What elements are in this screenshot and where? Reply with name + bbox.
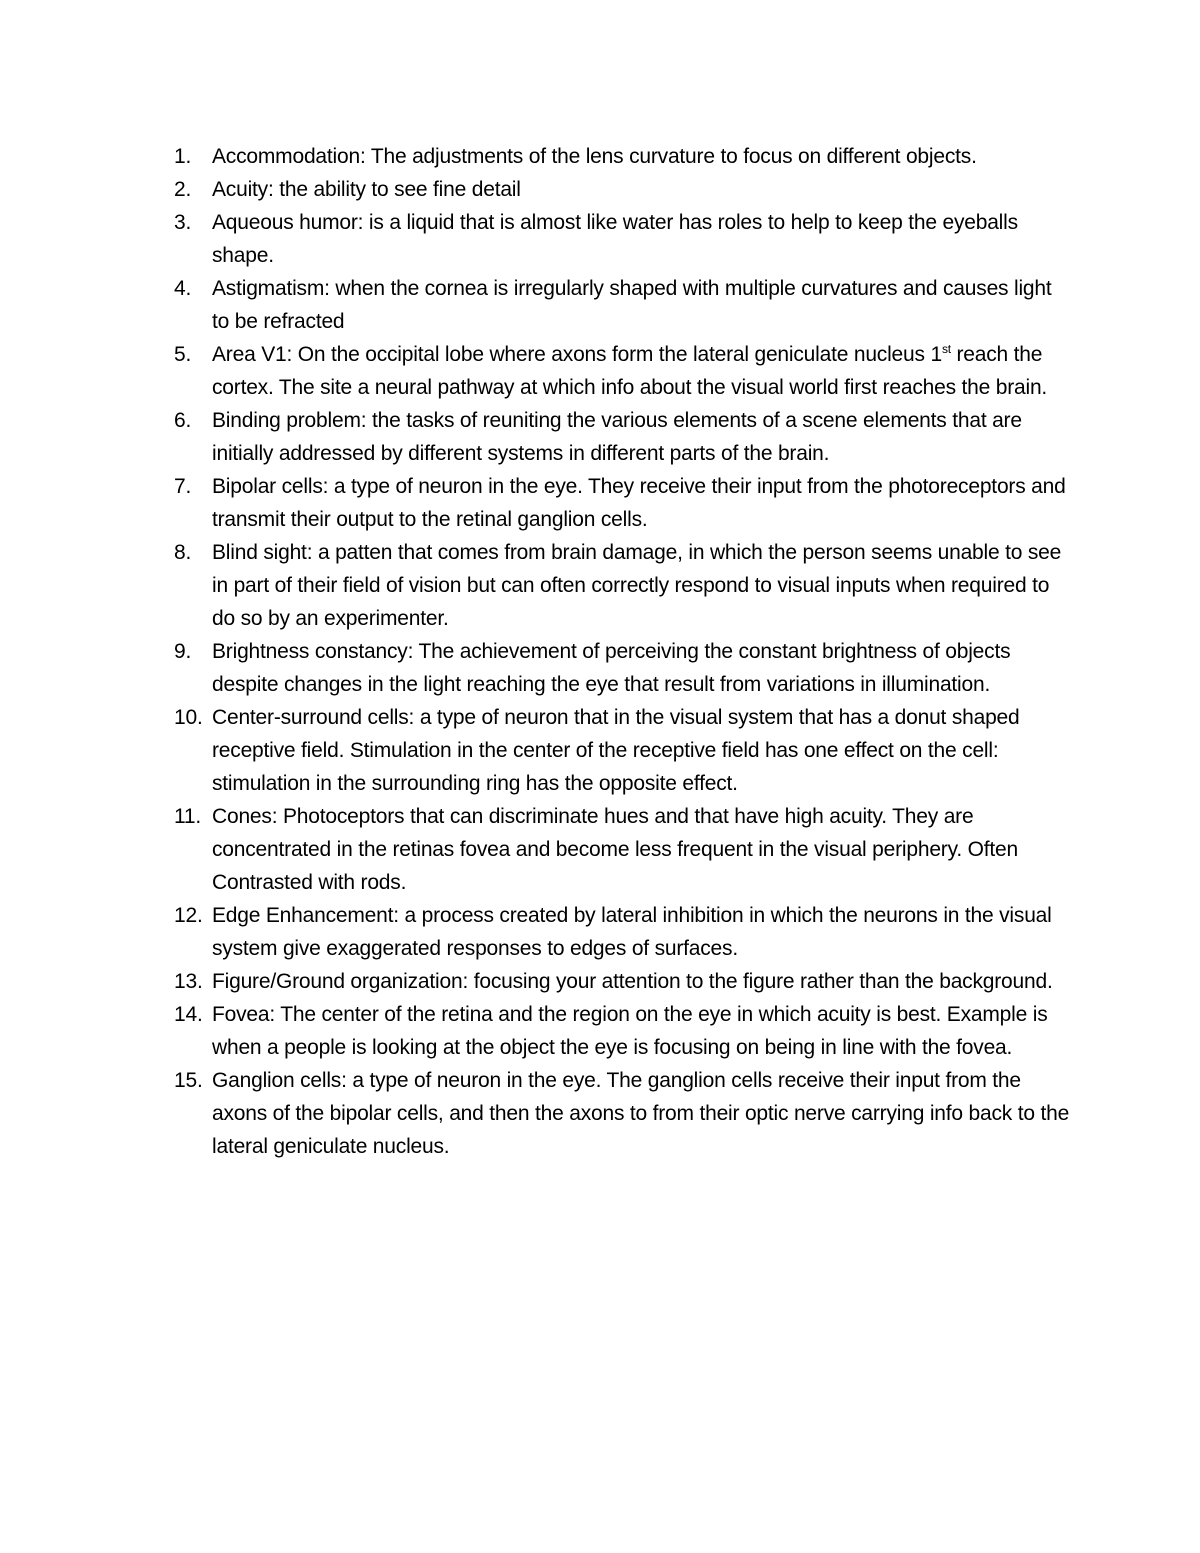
- item-number: 10.: [174, 706, 203, 729]
- item-text: Astigmatism: when the cornea is irregularly shaped with multiple curvatures and causes light to be refracted: [212, 277, 1052, 333]
- item-number: 9.: [174, 640, 192, 663]
- item-text-start: Area V1: On the occipital lobe where axons form the lateral geniculate nucleus 1: [212, 343, 942, 366]
- list-item: [0, 338, 1200, 404]
- item-text: Ganglion cells: a type of neuron in the eye. The ganglion cells receive their input from the axons of the bipolar cells, and then the axons to from their optic nerve carrying info back to the lateral geniculate nucleus.: [212, 1069, 1070, 1158]
- item-number: 12.: [174, 904, 203, 927]
- item-text: Binding problem: the tasks of reuniting the various elements of a scene elements that are initially addressed by different systems in different parts of the brain.: [212, 409, 1022, 465]
- item-text: Brightness constancy: The achievement of perceiving the constant brightness of objects despite changes in the light reaching the eye that result from variations in illumination.: [212, 640, 1011, 696]
- list-item: [0, 404, 1200, 470]
- item-text: Edge Enhancement: a process created by lateral inhibition in which the neurons in the visual system give exaggerated responses to edges of surfaces.: [212, 904, 1052, 960]
- item-number: 8.: [174, 541, 192, 564]
- item-number: 11.: [174, 805, 202, 828]
- list-item: [0, 470, 1200, 536]
- item-number: 15.: [174, 1069, 203, 1092]
- item-text: Blind sight: a patten that comes from brain damage, in which the person seems unable to see in part of their field of vision but can often correctly respond to visual inputs when required to do so by an experimenter.: [212, 541, 1062, 630]
- item-number: 13.: [174, 970, 203, 993]
- item-text: Acuity: the ability to see fine detail: [212, 178, 521, 201]
- item-number: 5.: [174, 343, 192, 366]
- list-item: [0, 701, 1200, 800]
- list-item: [0, 800, 1200, 899]
- list-item: [0, 272, 1200, 338]
- item-number: 1.: [174, 145, 192, 168]
- item-text: Accommodation: The adjustments of the lens curvature to focus on different objects.: [212, 145, 977, 168]
- list-item: [0, 635, 1200, 701]
- glossary-list: [0, 140, 1200, 1163]
- ordinal-superscript: st: [941, 342, 951, 356]
- list-item: [0, 965, 1200, 998]
- list-item: [0, 206, 1200, 272]
- item-text: Fovea: The center of the retina and the region on the eye in which acuity is best. Example is when a people is looking at the object the eye is focusing on being in line with the fovea.: [212, 1003, 1048, 1059]
- item-text: [212, 338, 1070, 404]
- list-item: [0, 899, 1200, 965]
- item-text-end: reach the cortex. The site a neural pathway at which info about the visual world first reaches the brain.: [212, 343, 1048, 399]
- item-number: 3.: [174, 211, 192, 234]
- item-number: 6.: [174, 409, 192, 432]
- list-item: [0, 1064, 1200, 1163]
- list-item: [0, 140, 1200, 173]
- item-text: Figure/Ground organization: focusing your attention to the figure rather than the background.: [212, 970, 1053, 993]
- item-number: 4.: [174, 277, 192, 300]
- list-item: [0, 536, 1200, 635]
- item-text: Cones: Photoceptors that can discriminate hues and that have high acuity. They are concentrated in the retinas fovea and become less frequent in the visual periphery. Often Contrasted with rods.: [212, 805, 1018, 894]
- item-text: Aqueous humor: is a liquid that is almost like water has roles to help to keep the eyeballs shape.: [212, 211, 1018, 267]
- item-number: 7.: [174, 475, 192, 498]
- item-number: 2.: [174, 178, 192, 201]
- list-item: [0, 998, 1200, 1064]
- item-text: Center-surround cells: a type of neuron that in the visual system that has a donut shaped receptive field. Stimulation in the center of the receptive field has one effect on the cell: stimulation in the surrounding ring has the opposite effect.: [212, 706, 1020, 795]
- item-number: 14.: [174, 1003, 203, 1026]
- item-text: Bipolar cells: a type of neuron in the eye. They receive their input from the photoreceptors and transmit their output to the retinal ganglion cells.: [212, 475, 1066, 531]
- list-item: [0, 173, 1200, 206]
